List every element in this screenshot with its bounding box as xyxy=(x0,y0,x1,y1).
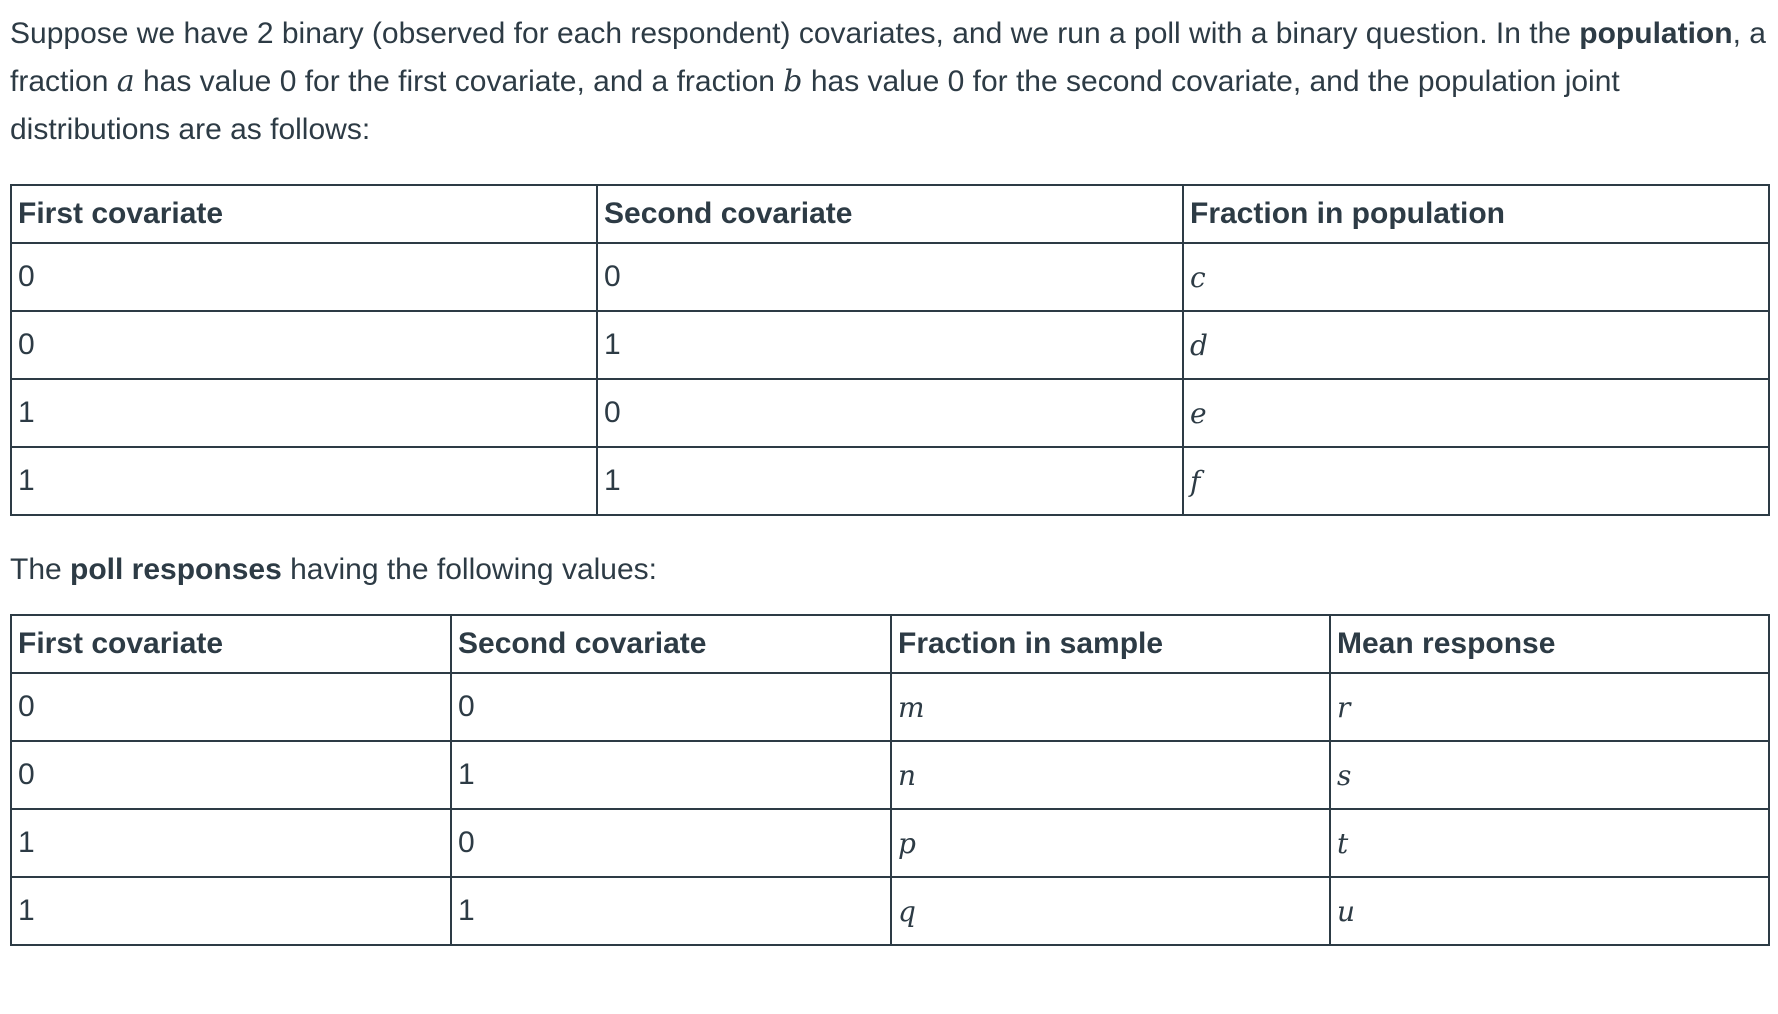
header-fraction-sample: Fraction in sample xyxy=(891,615,1330,673)
intro-text-2: , a fraction xyxy=(10,17,1766,98)
cell: 1 xyxy=(11,877,451,945)
poll-text-2: having the following values: xyxy=(281,553,657,586)
cell: e xyxy=(1183,379,1769,447)
cell: d xyxy=(1183,311,1769,379)
cell: 1 xyxy=(597,311,1183,379)
table-row xyxy=(11,311,1769,379)
cell: m xyxy=(891,673,1330,741)
table-row xyxy=(11,379,1769,447)
table-row xyxy=(11,447,1769,515)
cell: 0 xyxy=(451,809,891,877)
cell: q xyxy=(891,877,1330,945)
cell: t xyxy=(1330,809,1769,877)
cell: 1 xyxy=(451,877,891,945)
header-first-covariate: First covariate xyxy=(11,615,451,673)
poll-intro-paragraph xyxy=(10,546,1768,594)
cell: 1 xyxy=(451,741,891,809)
cell: 0 xyxy=(451,673,891,741)
header-fraction-population: Fraction in population xyxy=(1183,185,1769,243)
header-second-covariate: Second covariate xyxy=(597,185,1183,243)
table-row xyxy=(11,673,1769,741)
intro-text-1: Suppose we have 2 binary (observed for each respondent) covariates, and we run a poll with a binary question. In the xyxy=(10,17,1580,50)
table-row xyxy=(11,877,1769,945)
cell: n xyxy=(891,741,1330,809)
poll-text-1: The xyxy=(10,553,71,586)
cell: 0 xyxy=(11,243,597,311)
cell: 1 xyxy=(11,809,451,877)
intro-text-4: has value 0 for the second covariate, and the population joint distributions are as follows: xyxy=(10,65,1620,146)
header-second-covariate: Second covariate xyxy=(451,615,891,673)
population-bold: population xyxy=(1579,17,1733,50)
cell: 0 xyxy=(11,673,451,741)
header-first-covariate: First covariate xyxy=(11,185,597,243)
sample-table xyxy=(10,614,1770,946)
cell: c xyxy=(1183,243,1769,311)
cell: 1 xyxy=(11,379,597,447)
cell: u xyxy=(1330,877,1769,945)
cell: p xyxy=(891,809,1330,877)
variable-b: b xyxy=(783,64,803,99)
population-table xyxy=(10,184,1770,516)
table-row xyxy=(11,741,1769,809)
header-mean-response: Mean response xyxy=(1330,615,1769,673)
table-row xyxy=(11,809,1769,877)
cell: 0 xyxy=(597,379,1183,447)
table-row xyxy=(11,243,1769,311)
cell: 1 xyxy=(597,447,1183,515)
intro-text-3: has value 0 for the first covariate, and a fraction xyxy=(134,65,784,98)
table-header-row xyxy=(11,615,1769,673)
cell: 0 xyxy=(597,243,1183,311)
table-header-row xyxy=(11,185,1769,243)
cell: 0 xyxy=(11,311,597,379)
cell: f xyxy=(1183,447,1769,515)
intro-paragraph xyxy=(10,10,1768,154)
cell: 1 xyxy=(11,447,597,515)
poll-responses-bold: poll responses xyxy=(70,553,282,586)
cell: 0 xyxy=(11,741,451,809)
variable-a: a xyxy=(116,64,135,99)
cell: r xyxy=(1330,673,1769,741)
cell: s xyxy=(1330,741,1769,809)
